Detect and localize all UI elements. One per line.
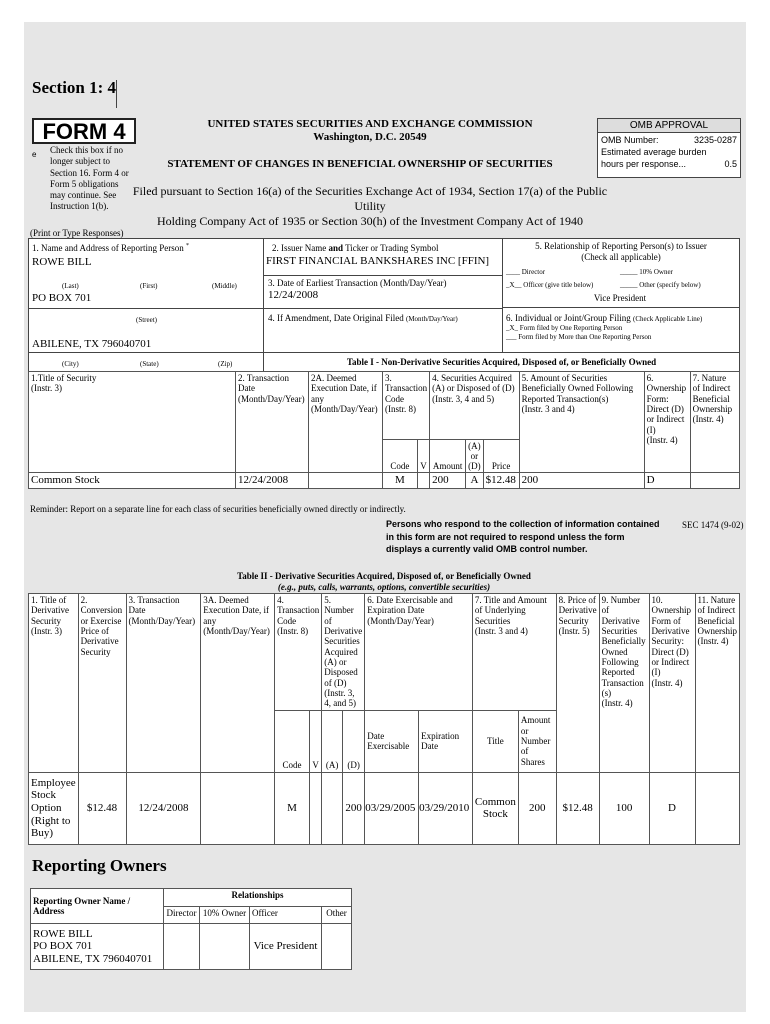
omb-notice-line: displays a currently valid OMB control number. <box>386 544 588 554</box>
filing-label-text: 6. Individual or Joint/Group Filing <box>506 313 633 323</box>
ro-owner-line: ABILENE, TX 796040701 <box>33 952 153 965</box>
ro-relationships: Relationships <box>164 889 352 907</box>
t1-h: Reported Transaction(s) <box>521 393 609 404</box>
t1-sub-v: V <box>417 440 429 473</box>
omb-title: OMB APPROVAL <box>598 119 740 133</box>
t1-row-v <box>417 473 429 489</box>
t1-row-nature <box>690 473 739 489</box>
t2-h: Beneficially <box>601 636 646 647</box>
t2-sub-expiration <box>419 710 473 772</box>
omb-number: 3235-0287 <box>693 135 737 145</box>
t2-h: of (D) <box>324 677 347 688</box>
t2-row-title-line: Employee <box>31 776 76 789</box>
t1-h: Form: <box>646 393 669 404</box>
omb-approval-box <box>597 118 741 178</box>
issuer-label-a: 2. Issuer Name <box>272 243 329 253</box>
t1-h: of Indirect <box>692 383 731 394</box>
omb-burden: Estimated average burden <box>601 147 707 157</box>
ro-col-officer: Officer <box>250 907 322 924</box>
officer-title: Vice President <box>593 293 647 303</box>
relationship-label-text: 5. Relationship of Reporting Person(s) to Issuer <box>535 241 707 251</box>
reporting-person-city: ABILENE, TX 796040701 <box>32 338 152 350</box>
t2-sub-line: Exercisable <box>367 741 410 752</box>
t2-h: (Instr. 4) <box>697 636 729 647</box>
t2-h: Following <box>601 657 639 668</box>
t2-h: Derivative <box>601 615 640 626</box>
state-label: (State) <box>140 360 159 368</box>
t1-h: 7. Nature <box>692 373 727 383</box>
t2-col-underlying <box>472 594 556 711</box>
t1-sub-amount: Amount <box>430 440 466 473</box>
t2-h: (Instr. 3, <box>324 688 355 699</box>
t1-h: (Instr. 4) <box>646 435 678 446</box>
t2-row-underlying-line: Stock <box>482 808 508 821</box>
t2-h: 2. <box>80 595 88 605</box>
t2-h: (Instr. 5) <box>558 626 590 637</box>
t2-h: Security <box>80 646 111 657</box>
t2-h: Beneficial <box>697 615 735 626</box>
relationship-check-note: (Check all applicable) <box>581 252 661 262</box>
checkbox-mark[interactable]: e <box>32 150 37 159</box>
t1-h: Ownership <box>692 404 733 415</box>
t1-h: (I) <box>646 424 656 435</box>
t2-h: Expiration Date <box>367 605 425 616</box>
t1-col-owned <box>519 372 644 473</box>
t2-h: Securities <box>601 626 638 637</box>
t2-sub-code: Code <box>275 710 310 772</box>
t2-col-exercisable <box>365 594 473 711</box>
t2-h: Transaction <box>277 605 320 616</box>
t1-h: Execution Date, if <box>311 383 377 394</box>
t2-row-date: 12/24/2008 <box>126 772 201 844</box>
t2-h: 1. Title of <box>31 595 67 605</box>
officer-option[interactable]: _X__ Officer (give title below) <box>506 281 594 289</box>
t1-h: (Month/Day/Year) <box>238 393 305 404</box>
t2-h: Reported <box>601 667 635 678</box>
t2-h: 5. Number <box>324 595 354 616</box>
t2-h: Owned <box>601 646 628 657</box>
t2-h: of <box>601 605 610 616</box>
t1-h: (Instr. 3 and 4) <box>521 404 575 415</box>
check-note-line: Section 16. Form 4 or <box>50 167 129 178</box>
ro-row <box>31 924 352 970</box>
t2-h: 10. <box>651 595 663 605</box>
check-note-line: Instruction 1(b). <box>50 201 109 212</box>
t1-col-deemed <box>309 372 383 473</box>
t1-h: Ownership <box>646 383 687 394</box>
t2-h: (Instr. 3) <box>31 626 62 637</box>
t2-h: (Instr. 8) <box>277 626 309 637</box>
t2-col-owned <box>599 594 649 773</box>
t1-h: 4. Securities Acquired <box>432 373 512 383</box>
table2-title <box>28 571 740 593</box>
t2-sub-amount <box>518 710 556 772</box>
t2-h: of Indirect <box>697 605 736 616</box>
t2-row-code: M <box>275 772 310 844</box>
check-note-line: Form 5 obligations <box>50 178 119 189</box>
t2-col-title <box>29 594 79 773</box>
t2-h: Derivative <box>80 636 119 647</box>
print-note: (Print or Type Responses) <box>30 228 124 238</box>
reporting-person-name: ROWE BILL <box>32 256 92 268</box>
box1-label-text: 1. Name and Address of Reporting Person <box>32 243 184 253</box>
multi-person-option[interactable]: ___ Form filed by More than One Reporting Person <box>506 333 652 341</box>
t2-row-price: $12.48 <box>556 772 599 844</box>
t1-row-date: 12/24/2008 <box>236 473 309 489</box>
t2-row-conversion: $12.48 <box>78 772 126 844</box>
t1-row-amount: 200 <box>430 473 466 489</box>
omb-notice <box>386 518 660 556</box>
t1-col-acquired <box>430 372 520 440</box>
t2-row-title-line: Stock <box>31 789 57 802</box>
t2-row-exercisable: 03/29/2005 <box>365 772 419 844</box>
middle-label: (Middle) <box>212 282 237 290</box>
t2-sub-title: Title <box>472 710 518 772</box>
t2-row-title <box>29 772 79 844</box>
city-label: (City) <box>62 360 79 368</box>
t2-h: Securities <box>324 636 360 647</box>
t2-h: of <box>324 615 332 626</box>
omb-number-label: OMB Number: <box>601 135 659 145</box>
t2-row-title-line: Option <box>31 801 62 814</box>
t1-h: or Indirect <box>646 414 685 425</box>
t2-sub-line: Date <box>421 741 439 752</box>
t2-h: 4. <box>277 595 284 605</box>
t2-h: Ownership <box>651 605 692 616</box>
t2-h: Code <box>277 615 297 626</box>
t2-col-deemed <box>201 594 275 773</box>
t2-h: Derivative <box>558 605 597 616</box>
zip-label: (Zip) <box>218 360 233 368</box>
t2-h: or Indirect <box>651 657 690 668</box>
t2-col-form <box>649 594 695 773</box>
director-option[interactable]: ____ Director <box>506 268 546 276</box>
t2-col-date <box>126 594 201 773</box>
amendment-label <box>268 313 458 323</box>
t2-h: (A) or <box>324 657 347 668</box>
t2-h: Execution Date, if <box>203 605 270 616</box>
t2-h: (s) <box>601 688 612 699</box>
section-bar <box>116 80 117 108</box>
t1-h: 2. Transaction <box>238 373 290 383</box>
t1-row-deemed <box>309 473 383 489</box>
t2-h: 3. Transaction <box>128 595 180 605</box>
t2-sub-line: Amount <box>520 715 551 726</box>
t2-h: Derivative <box>31 605 69 616</box>
t2-row <box>29 772 740 844</box>
omb-notice-line: in this form are not required to respond unless the form <box>386 531 625 542</box>
reporting-person-address: PO BOX 701 <box>32 292 92 304</box>
t2-col-number <box>322 594 365 711</box>
t1-row <box>29 473 740 489</box>
t1-h: 6. <box>646 373 654 383</box>
t2-row-owned: 100 <box>599 772 649 844</box>
t2-row-underlying-line: Common <box>474 795 516 808</box>
t1-h: (Instr. 3) <box>31 383 62 394</box>
street-label: (Street) <box>136 316 157 324</box>
table2-subtitle: (e.g., puts, calls, warrants, options, convertible securities) <box>277 582 491 592</box>
t2-h: (Month/Day/Year) <box>128 615 196 626</box>
t2-h: 8. Price of <box>558 595 596 605</box>
t2-row-a <box>322 772 343 844</box>
reporting-owners-table <box>30 888 352 970</box>
t1-sub-aord-line: (A) <box>468 441 481 451</box>
omb-burden-hours-label: hours per response... <box>601 159 687 169</box>
t2-col-price <box>556 594 599 773</box>
t1-h: any <box>311 393 324 404</box>
t2-h: Price of <box>80 626 109 637</box>
issuer-label-b: Ticker or Trading Symbol <box>343 243 439 253</box>
t1-row-code: M <box>383 473 418 489</box>
t2-h: Security <box>31 615 61 626</box>
issuer-label-and: and <box>328 243 343 253</box>
ro-col-name: Reporting Owner Name / Address <box>31 889 164 924</box>
ro-col-ten-pct: 10% Owner <box>200 907 250 924</box>
t2-h: 3A. Deemed <box>203 595 249 605</box>
relationship-label <box>502 241 740 263</box>
t2-row-underlying-amount: 200 <box>518 772 556 844</box>
t2-h: Date <box>128 605 146 616</box>
t1-h: Direct (D) <box>646 404 684 415</box>
t2-row-d: 200 <box>343 772 365 844</box>
last-label: (Last) <box>62 282 79 290</box>
t2-sub-v: V <box>309 710 321 772</box>
t1-h: Beneficial <box>692 393 730 404</box>
t1-sub-aord <box>466 440 484 473</box>
t1-row-aord: A <box>466 473 484 489</box>
t1-h: (Instr. 8) <box>385 404 416 415</box>
t2-row-v <box>309 772 321 844</box>
check-note-line: Check this box if no <box>50 145 123 155</box>
box-divider <box>28 308 264 309</box>
t2-col-nature <box>695 594 740 773</box>
t2-row-expiration: 03/29/2010 <box>419 772 473 844</box>
t2-col-conversion <box>78 594 126 773</box>
t2-h: 4, and 5) <box>324 698 357 709</box>
t2-h: Ownership <box>697 626 737 637</box>
t2-sub-line: or <box>520 725 529 736</box>
sec-code: SEC 1474 (9-02) <box>682 520 744 530</box>
t1-h: (Month/Day/Year) <box>311 404 378 415</box>
t2-h: Transaction <box>601 677 644 688</box>
one-person-option[interactable]: _X_ Form filed by One Reporting Person <box>506 324 623 332</box>
ro-ten-pct <box>200 924 250 970</box>
table1 <box>28 371 740 489</box>
t1-col-code <box>383 372 430 440</box>
t2-h: Derivative <box>324 626 363 637</box>
table2 <box>28 593 740 845</box>
ro-col-director: Director <box>164 907 200 924</box>
form-label: FORM 4 <box>32 118 136 144</box>
first-label: (First) <box>140 282 158 290</box>
t1-h: 5. Amount of Securities <box>521 373 608 383</box>
earliest-transaction-date: 12/24/2008 <box>268 289 319 301</box>
t1-h: 2A. Deemed <box>311 373 357 383</box>
earliest-transaction-label: 3. Date of Earliest Transaction (Month/Day/Year) <box>268 278 447 288</box>
t2-sub-line: Expiration <box>421 730 460 741</box>
check-note-line: longer subject to <box>50 156 110 167</box>
box1-label-mark: * <box>185 243 189 249</box>
t2-sub-line: Date <box>367 730 385 741</box>
t2-h: (Month/Day/Year) <box>203 626 270 637</box>
t1-h: (Instr. 3, 4 and 5) <box>432 393 495 404</box>
t2-sub-d: (D) <box>343 710 365 772</box>
filing-label <box>506 313 702 323</box>
t1-row-form: D <box>644 473 690 489</box>
t1-h: 1.Title of Security <box>31 373 97 383</box>
commission-title: UNITED STATES SECURITIES AND EXCHANGE COMMISSION <box>207 118 533 130</box>
omb-hours: 0.5 <box>724 159 737 169</box>
t2-h: (Instr. 3 and 4) <box>474 626 528 637</box>
t2-sub-line: Shares <box>520 756 545 767</box>
t1-sub-code: Code <box>383 440 418 473</box>
t1-h: (Instr. 4) <box>692 414 724 425</box>
t2-row-form: D <box>649 772 695 844</box>
issuer-label <box>272 243 439 253</box>
t2-h: Acquired <box>324 646 358 657</box>
t2-sub-a: (A) <box>322 710 343 772</box>
t1-sub-aord-line: or <box>470 451 479 461</box>
t1-h: 3. <box>385 373 392 383</box>
ro-owner-line: ROWE BILL <box>33 927 93 940</box>
t2-row-underlying-title <box>472 772 518 844</box>
t1-row-owned: 200 <box>519 473 644 489</box>
amendment-label-sub: (Month/Day/Year) <box>405 315 458 323</box>
t2-h: or Exercise <box>80 615 122 626</box>
t2-h: 9. Number <box>601 595 641 605</box>
ro-owner-line: PO BOX 701 <box>33 940 93 953</box>
omb-notice-line: Persons who respond to the collection of information contained <box>386 519 660 529</box>
filed-pursuant <box>130 184 610 229</box>
t1-col-date <box>236 372 309 473</box>
filed-line: Holding Company Act of 1935 or Section 30(h) of the Investment Company Act of 1940 <box>157 214 583 228</box>
t2-sub-date-exercisable <box>365 710 419 772</box>
t2-h: Security: <box>651 636 685 647</box>
t2-h: Conversion <box>80 605 123 616</box>
t2-h: (Instr. 4) <box>651 677 683 688</box>
reporting-owners-title: Reporting Owners <box>32 856 167 875</box>
t2-h: Disposed <box>324 667 358 678</box>
t1-h: Transaction <box>385 383 428 394</box>
t2-h: Derivative <box>651 626 690 637</box>
t2-h: 7. Title and Amount <box>474 595 547 605</box>
t2-row-title-line: (Right to <box>31 814 71 827</box>
amendment-label-text: 4. If Amendment, Date Original Filed <box>268 313 406 323</box>
ro-director <box>164 924 200 970</box>
ten-percent-owner-option[interactable]: _____ 10% Owner <box>620 268 673 276</box>
t1-sub-aord-line: (D) <box>468 461 481 471</box>
t2-h: Securities <box>474 615 511 626</box>
t2-h: (Month/Day/Year) <box>367 615 434 626</box>
t2-h: 6. Date Exercisable and <box>367 595 453 605</box>
t2-sub-line: Number <box>520 736 551 747</box>
issuer-name: FIRST FINANCIAL BANKSHARES INC [FFIN] <box>266 255 490 267</box>
t2-row-title-line: Buy) <box>31 827 53 840</box>
t1-h: Date <box>238 383 255 394</box>
statement-title: STATEMENT OF CHANGES IN BENEFICIAL OWNERSHIP OF SECURITIES <box>167 158 553 170</box>
t1-h: Beneficially Owned Following <box>521 383 634 394</box>
other-option[interactable]: _____ Other (specify below) <box>620 281 701 289</box>
t1-col-nature <box>690 372 739 473</box>
filing-label-sub: (Check Applicable Line) <box>633 315 703 323</box>
t1-h: (A) or Disposed of (D) <box>432 383 515 394</box>
box1-label <box>32 243 189 253</box>
ro-col-other: Other <box>322 907 352 924</box>
t2-h: (I) <box>651 667 661 678</box>
reminder-text: Reminder: Report on a separate line for each class of securities beneficially owned directly or indirectly. <box>30 504 406 514</box>
t2-row-nature <box>695 772 740 844</box>
t1-col-form <box>644 372 690 473</box>
ro-other <box>322 924 352 970</box>
t1-row-price: $12.48 <box>483 473 519 489</box>
t1-sub-price: Price <box>483 440 519 473</box>
t2-h: of Underlying <box>474 605 526 616</box>
t2-row-deemed <box>201 772 275 844</box>
ro-officer: Vice President <box>250 924 322 970</box>
t1-col-title <box>29 372 236 473</box>
t1-row-title: Common Stock <box>29 473 236 489</box>
t2-h: 11. Nature <box>697 595 736 605</box>
check-note-line: may continue. See <box>50 190 117 201</box>
t2-h: any <box>203 615 217 626</box>
table1-title: Table I - Non-Derivative Securities Acquired, Disposed of, or Beneficially Owned <box>263 352 740 372</box>
commission-location: Washington, D.C. 20549 <box>313 131 427 143</box>
filed-line: Filed pursuant to Section 16(a) of the Securities Exchange Act of 1934, Section 17(a) of the Public Utility <box>132 184 608 213</box>
ro-owner <box>31 924 164 970</box>
t2-sub-line: of <box>520 746 529 757</box>
t2-h: Security <box>558 615 589 626</box>
t2-h: Direct (D) <box>651 646 689 657</box>
t2-col-code <box>275 594 322 711</box>
t2-h: Form of <box>651 615 681 626</box>
table2-title-text: Table II - Derivative Securities Acquired, Disposed of, or Beneficially Owned <box>237 571 531 581</box>
t2-h: (Instr. 4) <box>601 698 633 709</box>
t1-h: Code <box>385 393 404 404</box>
section-title: Section 1: 4 <box>32 78 117 97</box>
